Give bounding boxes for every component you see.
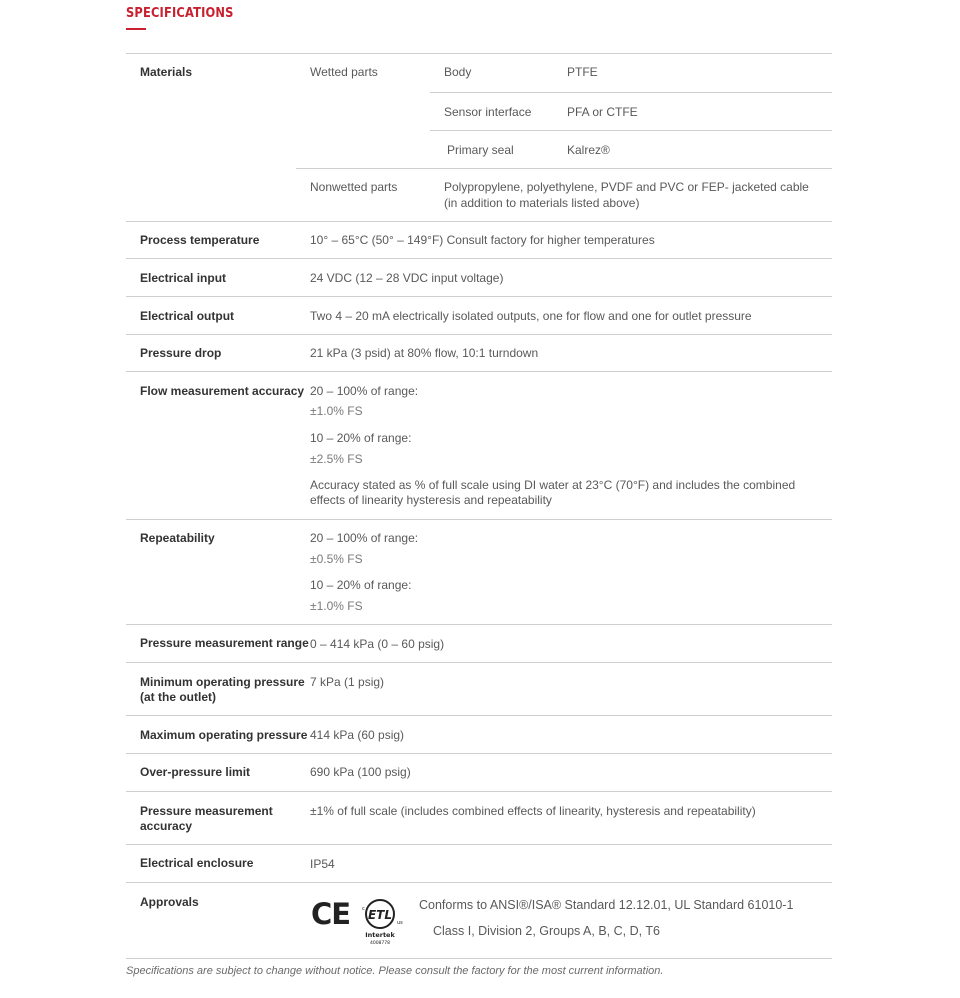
row-label-flow-accuracy: Flow measurement accuracy xyxy=(140,384,305,398)
row-label-pressure-accuracy-sub: accuracy xyxy=(140,819,193,833)
wetted-sub-rule-2 xyxy=(430,130,832,131)
row-label-pressure-accuracy: Pressure measurement xyxy=(140,804,273,818)
wetted-parts-label: Wetted parts xyxy=(310,65,378,79)
value-electrical-output: Two 4 – 20 mA electrically isolated outputs, one for flow and one for outlet pressure xyxy=(310,309,752,323)
row-divider xyxy=(126,753,832,754)
flow-accuracy-value2: ±2.5% FS xyxy=(310,452,363,466)
value-overpressure: 690 kPa (100 psig) xyxy=(310,765,411,779)
material-part-seal: Primary seal xyxy=(447,143,514,157)
section-title: SPECIFICATIONS xyxy=(126,6,234,21)
row-divider xyxy=(126,662,832,663)
value-pressure-accuracy: ±1% of full scale (includes combined effects of linearity, hysteresis and repeatability) xyxy=(310,804,756,818)
row-divider xyxy=(126,844,832,845)
row-label-max-pressure: Maximum operating pressure xyxy=(140,728,308,742)
svg-text:c: c xyxy=(362,906,365,912)
nonwetted-parts-label: Nonwetted parts xyxy=(310,180,398,194)
repeatability-value2: ±1.0% FS xyxy=(310,599,363,613)
row-label-enclosure: Electrical enclosure xyxy=(140,856,254,870)
row-divider xyxy=(126,334,832,335)
flow-accuracy-value1: ±1.0% FS xyxy=(310,404,363,418)
value-process-temperature: 10° – 65°C (50° – 149°F) Consult factory for higher temperatures xyxy=(310,233,655,247)
flow-accuracy-range1: 20 – 100% of range: xyxy=(310,384,419,398)
row-label-pressure-range: Pressure measurement range xyxy=(140,636,309,650)
row-label-pressure-drop: Pressure drop xyxy=(140,346,222,360)
ce-mark-icon: CE xyxy=(311,897,351,931)
row-divider xyxy=(126,624,832,625)
wetted-sub-rule-1 xyxy=(430,92,832,93)
repeatability-value1: ±0.5% FS xyxy=(310,552,363,566)
etl-number-text: 4008778 xyxy=(369,941,391,946)
material-value-seal: Kalrez® xyxy=(567,143,610,157)
material-part-body: Body xyxy=(444,65,472,79)
row-divider xyxy=(126,791,832,792)
wetted-sub-rule-3 xyxy=(296,168,832,169)
approvals-classification: Class I, Division 2, Groups A, B, C, D, T6 xyxy=(433,924,660,938)
row-divider xyxy=(126,221,832,222)
value-electrical-input: 24 VDC (12 – 28 VDC input voltage) xyxy=(310,271,504,285)
title-underline xyxy=(126,28,146,30)
value-min-pressure: 7 kPa (1 psig) xyxy=(310,675,385,689)
row-divider xyxy=(126,296,832,297)
table-bottom-rule xyxy=(126,958,832,959)
row-divider xyxy=(126,258,832,259)
value-enclosure: IP54 xyxy=(310,857,335,871)
footer-disclaimer: Specifications are subject to change without notice. Please consult the factory for the most current information. xyxy=(126,965,664,977)
value-max-pressure: 414 kPa (60 psig) xyxy=(310,728,405,742)
row-label-overpressure: Over-pressure limit xyxy=(140,765,251,779)
row-label-electrical-output: Electrical output xyxy=(140,309,235,323)
row-label-electrical-input: Electrical input xyxy=(140,271,227,285)
repeatability-range1: 20 – 100% of range: xyxy=(310,531,419,545)
repeatability-range2: 10 – 20% of range: xyxy=(310,578,412,592)
row-label-materials: Materials xyxy=(140,65,193,79)
value-pressure-drop: 21 kPa (3 psid) at 80% flow, 10:1 turndown xyxy=(310,346,539,360)
flow-accuracy-range2: 10 – 20% of range: xyxy=(310,431,412,445)
nonwetted-materials-line1: Polypropylene, polyethylene, PVDF and PVC or FEP- jacketed cable xyxy=(444,180,809,194)
etl-intertek-text: Intertek xyxy=(365,931,395,939)
material-value-sensor: PFA or CTFE xyxy=(567,105,638,119)
row-label-approvals: Approvals xyxy=(140,895,199,909)
approvals-conformance: Conforms to ANSI®/ISA® Standard 12.12.01, UL Standard 61010-1 xyxy=(419,898,794,912)
row-divider xyxy=(126,371,832,372)
nonwetted-materials-line2: (in addition to materials listed above) xyxy=(444,196,640,210)
row-divider xyxy=(126,882,832,883)
flow-accuracy-note-line2: effects of linearity hysteresis and repeatability xyxy=(310,493,552,507)
table-top-rule xyxy=(126,53,832,54)
row-label-min-pressure: Minimum operating pressure xyxy=(140,675,305,689)
material-value-body: PTFE xyxy=(567,65,598,79)
svg-text:us: us xyxy=(397,920,403,926)
row-label-repeatability: Repeatability xyxy=(140,531,215,545)
row-divider xyxy=(126,715,832,716)
row-divider xyxy=(126,519,832,520)
etl-mark-text: ETL xyxy=(367,908,393,922)
flow-accuracy-note-line1: Accuracy stated as % of full scale using DI water at 23°C (70°F) and includes the combined xyxy=(310,478,796,492)
row-label-process-temperature: Process temperature xyxy=(140,233,260,247)
row-label-min-pressure-sub: (at the outlet) xyxy=(140,690,216,704)
value-pressure-range: 0 – 414 kPa (0 – 60 psig) xyxy=(310,637,445,651)
etl-listed-mark-icon xyxy=(360,897,404,947)
material-part-sensor: Sensor interface xyxy=(444,105,532,119)
